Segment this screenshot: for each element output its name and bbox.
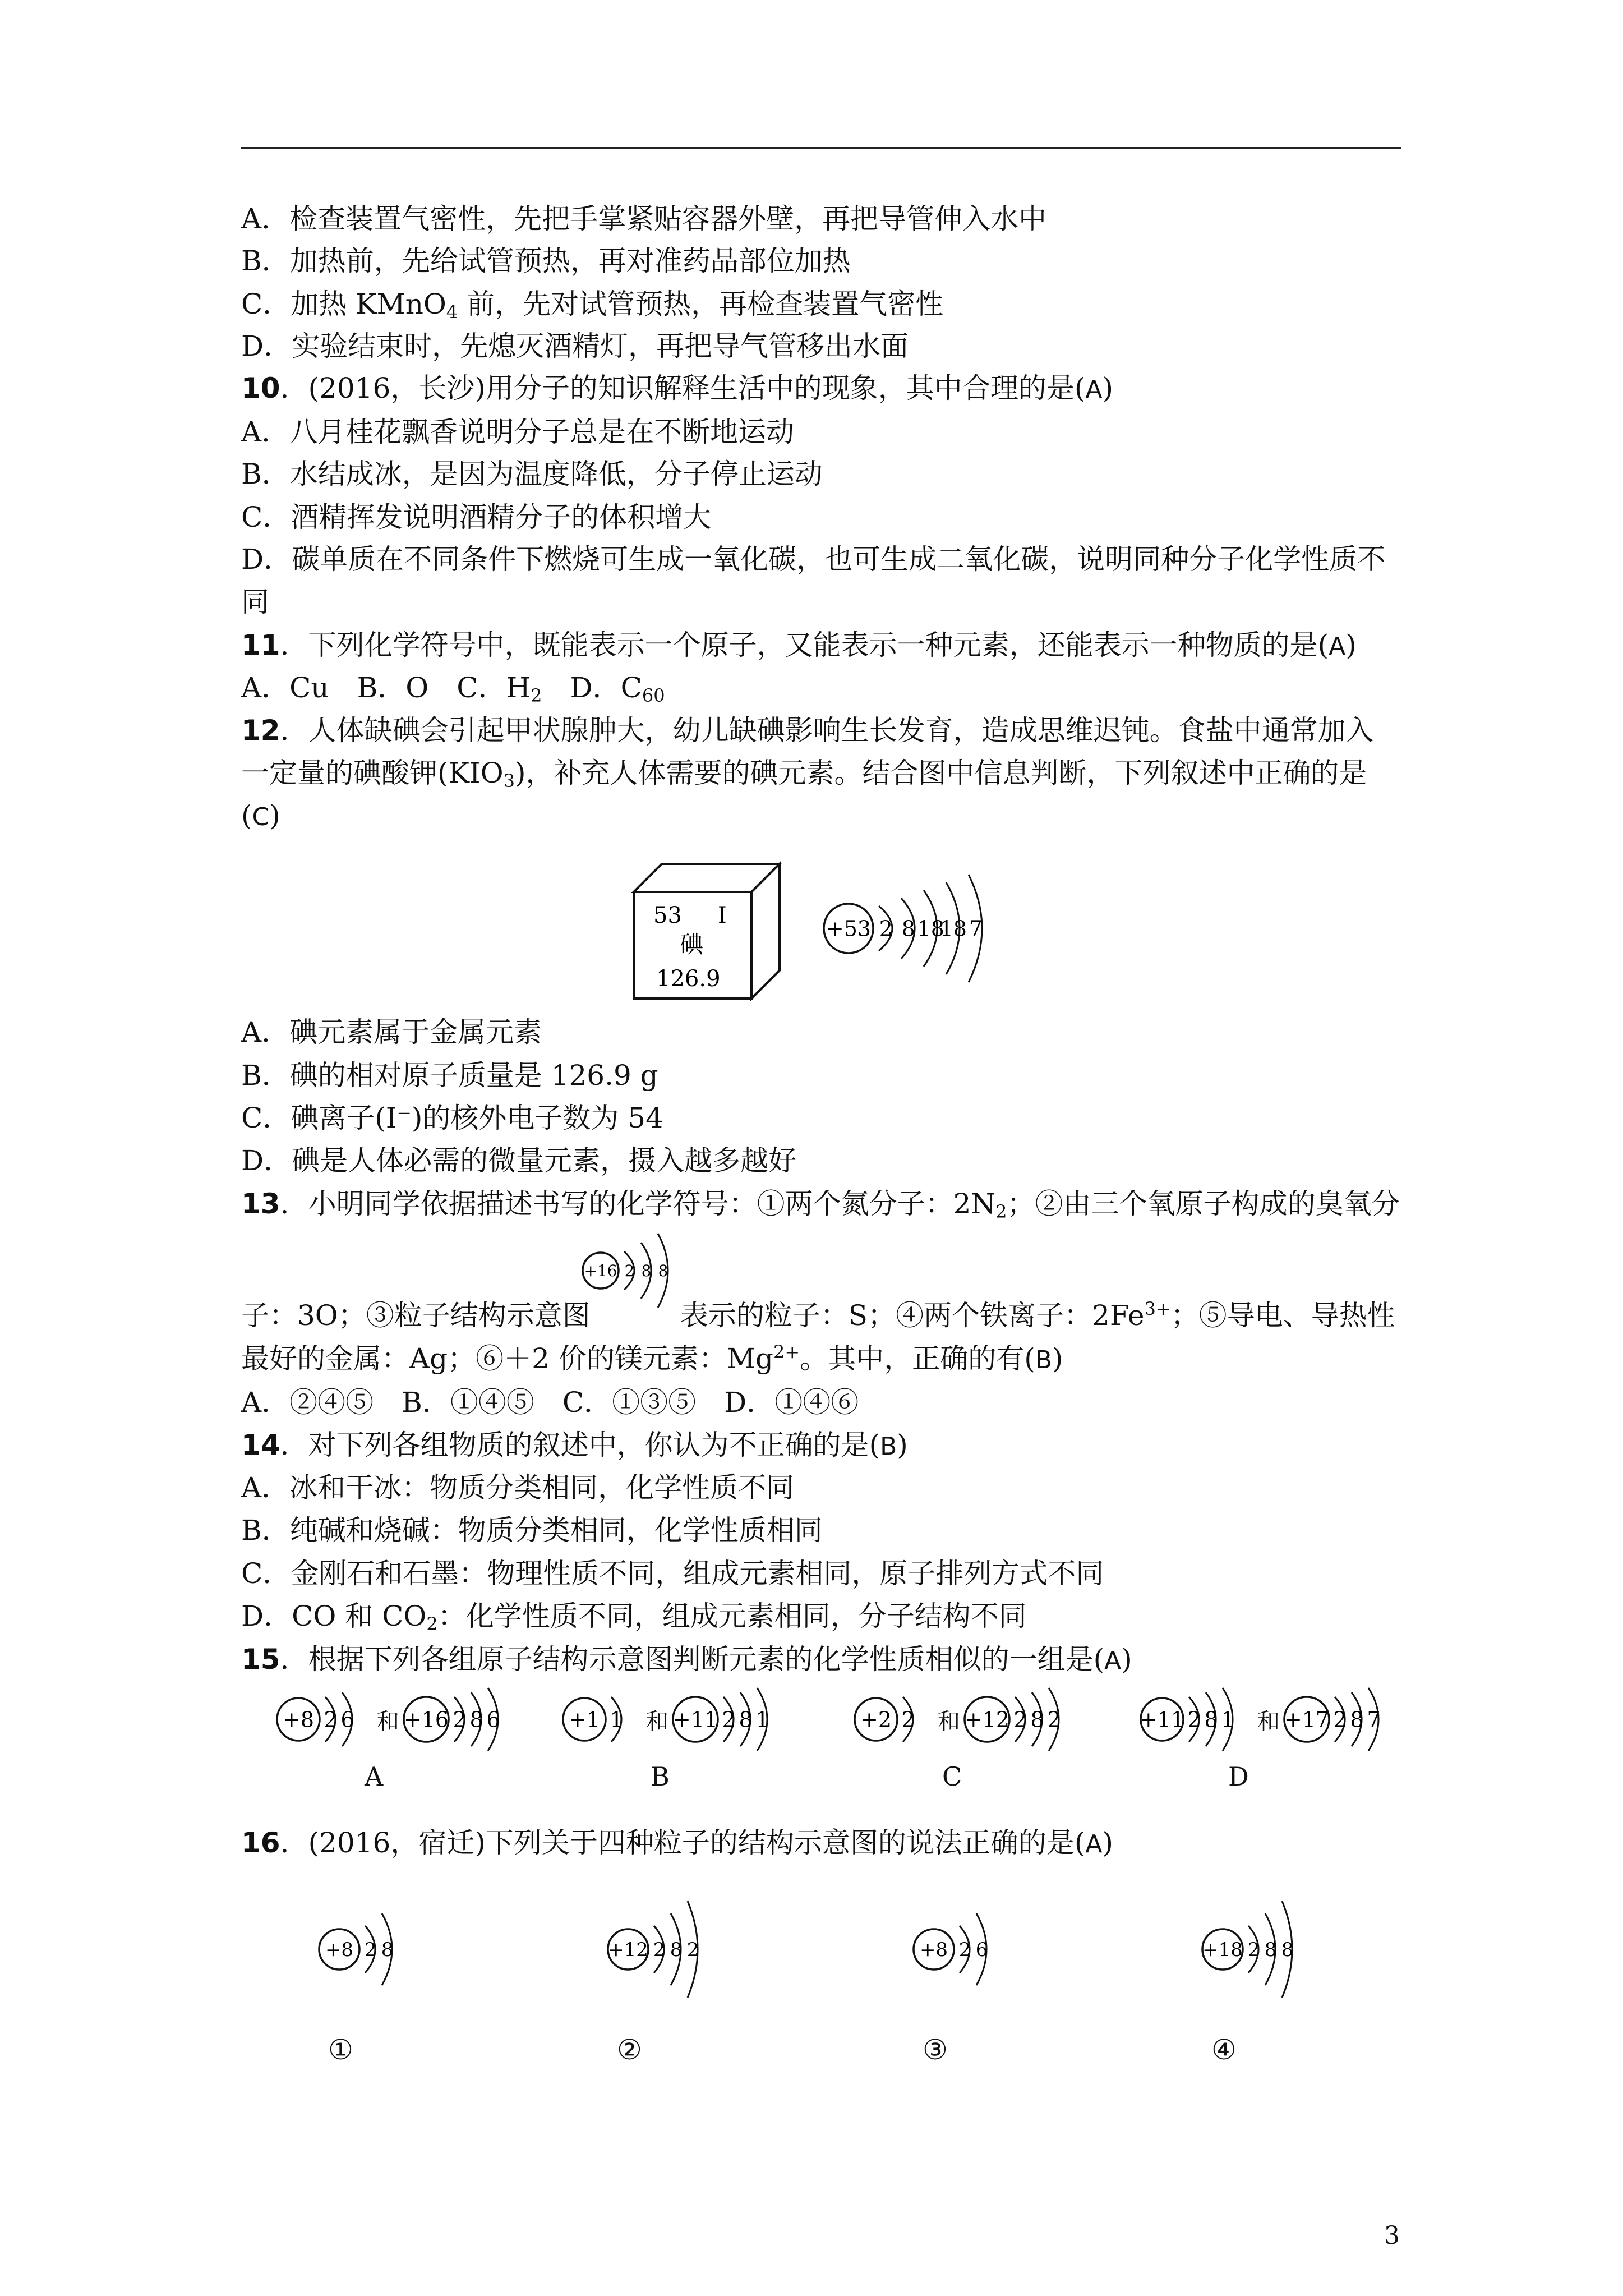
nucleus-charge: +1 bbox=[568, 1707, 601, 1732]
page-number: 3 bbox=[1384, 2221, 1400, 2250]
shell-electron-count: 2 bbox=[879, 916, 893, 941]
shell-electron-count: 7 bbox=[969, 916, 983, 941]
atom-structure bbox=[606, 1882, 720, 2017]
cell-name: 碘 bbox=[680, 931, 704, 958]
nucleus-charge: +11 bbox=[1139, 1707, 1185, 1732]
nucleus-charge: +12 bbox=[964, 1707, 1010, 1732]
q12-option-b: B．碘的相对原子质量是 126.9 g bbox=[241, 1059, 658, 1092]
q13-stem-cont-2: 最好的金属：Ag；⑥＋2 价的镁元素：$Mg^{2+}$。其中，正确的有(B) bbox=[241, 1341, 1063, 1375]
shell-electron-count: 2 bbox=[686, 1938, 699, 1961]
atom-structure bbox=[1138, 1683, 1255, 1756]
q15-label-d: D bbox=[1228, 1761, 1249, 1792]
shell-electron-count: 8 bbox=[670, 1938, 683, 1961]
atom-structure bbox=[1282, 1683, 1401, 1756]
q14-option-b: B．纯碱和烧碱：物质分类相同，化学性质相同 bbox=[241, 1514, 823, 1547]
cell-symbol: I bbox=[718, 903, 727, 928]
shell-electron-count: 2 bbox=[364, 1938, 377, 1961]
q13-stem-cont: 子：3O；③粒子结构示意图 表示的粒子：S；④两个铁离子：$2Fe^{3+}$；⑤导电、导热性 bbox=[241, 1298, 1395, 1332]
shell-electron-count: 18 bbox=[917, 916, 944, 941]
shell-electron-count: 8 bbox=[641, 1261, 652, 1280]
q16-particle-4 bbox=[1200, 1882, 1315, 2019]
shell-electron-count: 18 bbox=[939, 916, 967, 941]
shell-electron-count: 2 bbox=[1333, 1707, 1347, 1732]
atom-structure bbox=[822, 864, 1007, 993]
nucleus-charge: +16 bbox=[584, 1261, 617, 1280]
iodine-element-cell bbox=[628, 858, 796, 1004]
shell-electron-count: 8 bbox=[901, 916, 915, 941]
q16-stem: 16．(2016，宿迁)下列关于四种粒子的结构示意图的说法正确的是(A) bbox=[241, 1826, 1113, 1859]
shell-electron-count: 8 bbox=[1350, 1707, 1364, 1732]
shell-electron-count: 2 bbox=[901, 1707, 915, 1732]
q10-option-b: B．水结成冰，是因为温度降低，分子停止运动 bbox=[241, 458, 823, 490]
atom-structure bbox=[561, 1683, 644, 1756]
atom-structure bbox=[1200, 1882, 1315, 2017]
iodine-atom-diagram bbox=[822, 864, 1007, 995]
q10-option-d-cont: 同 bbox=[241, 586, 269, 618]
q14-option-c: C．金刚石和石墨：物理性质不同，组成元素相同，原子排列方式不同 bbox=[241, 1557, 1104, 1590]
atom-structure bbox=[402, 1683, 520, 1756]
shell-electron-count: 2 bbox=[1047, 1707, 1061, 1732]
and-label: 和 bbox=[646, 1708, 668, 1734]
q12-option-d: D．碘是人体必需的微量元素，摄入越多越好 bbox=[241, 1144, 797, 1177]
q14-option-a: A．冰和干冰：物质分类相同，化学性质不同 bbox=[241, 1471, 795, 1504]
shell-electron-count: 2 bbox=[324, 1707, 338, 1732]
shell-electron-count: 2 bbox=[1247, 1938, 1260, 1961]
and-label: 和 bbox=[377, 1708, 399, 1734]
shell-electron-count: 2 bbox=[453, 1707, 467, 1732]
nucleus-charge: +8 bbox=[282, 1707, 315, 1732]
shell-electron-count: 7 bbox=[1367, 1707, 1381, 1732]
q16-label-4: ④ bbox=[1211, 2033, 1237, 2066]
shell-electron-count: 2 bbox=[722, 1707, 736, 1732]
header-rule bbox=[241, 147, 1401, 149]
shell-electron-count: 6 bbox=[975, 1938, 988, 1961]
nucleus-charge: +2 bbox=[860, 1707, 892, 1732]
shell-electron-count: 1 bbox=[1221, 1707, 1235, 1732]
shell-electron-count: 8 bbox=[739, 1707, 753, 1732]
shell-electron-count: 8 bbox=[1281, 1938, 1294, 1961]
cell-mass: 126.9 bbox=[656, 966, 721, 992]
shell-electron-count: 2 bbox=[958, 1938, 971, 1961]
q9-option-a: A．检查装置气密性，先把手掌紧贴容器外壁，再把导管伸入水中 bbox=[241, 203, 1047, 235]
shell-electron-count: 8 bbox=[381, 1938, 394, 1961]
shell-electron-count: 8 bbox=[658, 1261, 668, 1280]
q12-option-a: A．碘元素属于金属元素 bbox=[241, 1016, 542, 1048]
q15-label-b: B bbox=[651, 1761, 670, 1792]
atom-structure bbox=[317, 1882, 414, 2017]
shell-electron-count: 2 bbox=[1013, 1707, 1027, 1732]
shell-electron-count: 8 bbox=[1030, 1707, 1044, 1732]
q10-stem: 10．(2016，长沙)用分子的知识解释生活中的现象，其中合理的是(A) bbox=[241, 372, 1113, 404]
shell-electron-count: 8 bbox=[469, 1707, 483, 1732]
shell-electron-count: 6 bbox=[340, 1707, 354, 1732]
q13-options: A．②④⑤ B．①④⑤ C．①③⑤ D．①④⑥ bbox=[241, 1386, 859, 1419]
shell-electron-count: 1 bbox=[755, 1707, 769, 1732]
shell-electron-count: 6 bbox=[486, 1707, 500, 1732]
nucleus-charge: +18 bbox=[1202, 1938, 1243, 1961]
nucleus-charge: +12 bbox=[608, 1938, 648, 1961]
shell-electron-count: 2 bbox=[1187, 1707, 1201, 1732]
q12-stem: 12．人体缺碘会引起甲状腺肿大，幼儿缺碘影响生长发育，造成思维迟钝。食盐中通常加入 bbox=[241, 714, 1374, 747]
q9-option-d: D．实验结束时，先熄灭酒精灯，再把导气管移出水面 bbox=[241, 330, 909, 362]
q15-group-c bbox=[852, 1683, 1081, 1756]
q11-options: A．Cu B．O C．$H_2$ D．$C_{60}$ bbox=[241, 671, 665, 706]
q9-option-b: B．加热前，先给试管预热，再对准药品部位加热 bbox=[241, 245, 851, 277]
nucleus-charge: +11 bbox=[672, 1707, 718, 1732]
nucleus-charge: +17 bbox=[1284, 1707, 1330, 1732]
q15-stem: 15．根据下列各组原子结构示意图判断元素的化学性质相似的一组是(A) bbox=[241, 1643, 1132, 1676]
q10-option-d: D．碳单质在不同条件下燃烧可生成一氧化碳，也可生成二氧化碳，说明同种分子化学性质不 bbox=[241, 543, 1386, 576]
and-label: 和 bbox=[1257, 1708, 1280, 1734]
q16-label-2: ② bbox=[617, 2033, 642, 2066]
atom-structure bbox=[911, 1882, 1009, 2017]
shell-electron-count: 2 bbox=[653, 1938, 666, 1961]
q13-stem: 13．小明同学依据描述书写的化学符号：①两个氮分子：$2N_2$；②由三个氧原子构成的臭氧分 bbox=[241, 1188, 1400, 1222]
nucleus-charge: +8 bbox=[325, 1938, 354, 1961]
q14-stem: 14．对下列各组物质的叙述中，你认为不正确的是(B) bbox=[241, 1429, 908, 1461]
q11-stem: 11．下列化学符号中，既能表示一个原子，又能表示一种元素，还能表示一种物质的是(A) bbox=[241, 629, 1357, 661]
q12-option-c: C．碘离子(I⁻)的核外电子数为 54 bbox=[241, 1102, 663, 1134]
nucleus-charge: +16 bbox=[403, 1707, 449, 1732]
q16-label-3: ③ bbox=[923, 2033, 948, 2066]
q15-group-b bbox=[561, 1683, 790, 1756]
shell-electron-count: 8 bbox=[1264, 1938, 1277, 1961]
q16-label-1: ① bbox=[328, 2033, 353, 2066]
nucleus-charge: +8 bbox=[919, 1938, 948, 1961]
atom-structure bbox=[852, 1683, 935, 1756]
q16-particle-3 bbox=[911, 1882, 1009, 2019]
q12-answer: (C) bbox=[241, 799, 280, 832]
q14-option-d: D．CO 和 $CO_2$：化学性质不同，组成元素相同，分子结构不同 bbox=[241, 1600, 1027, 1635]
cell-atomic-number: 53 bbox=[653, 903, 682, 928]
q15-label-a: A bbox=[365, 1761, 384, 1792]
q10-option-a: A．八月桂花飘香说明分子总是在不断地运动 bbox=[241, 416, 795, 448]
atom-structure bbox=[962, 1683, 1081, 1756]
nucleus-charge: +53 bbox=[826, 916, 872, 941]
q9-option-c: C．加热 KMnO$_4$ 前，先对试管预热，再检查装置气密性 bbox=[241, 288, 944, 323]
q15-group-d bbox=[1138, 1683, 1401, 1756]
atom-structure bbox=[275, 1683, 375, 1756]
q15-label-c: C bbox=[942, 1761, 962, 1792]
q16-particle-1 bbox=[317, 1882, 414, 2019]
q10-option-c: C．酒精挥发说明酒精分子的体积增大 bbox=[241, 501, 712, 533]
q12-stem-cont: 一定量的碘酸钾$(KIO_3)$，补充人体需要的碘元素。结合图中信息判断，下列叙述中正确的是 bbox=[241, 757, 1367, 792]
and-label: 和 bbox=[938, 1708, 960, 1734]
q16-particle-2 bbox=[606, 1882, 720, 2019]
atom-structure bbox=[671, 1683, 790, 1756]
shell-electron-count: 8 bbox=[1204, 1707, 1218, 1732]
q15-group-a bbox=[275, 1683, 520, 1756]
shell-electron-count: 1 bbox=[610, 1707, 624, 1732]
shell-electron-count: 2 bbox=[624, 1261, 635, 1280]
